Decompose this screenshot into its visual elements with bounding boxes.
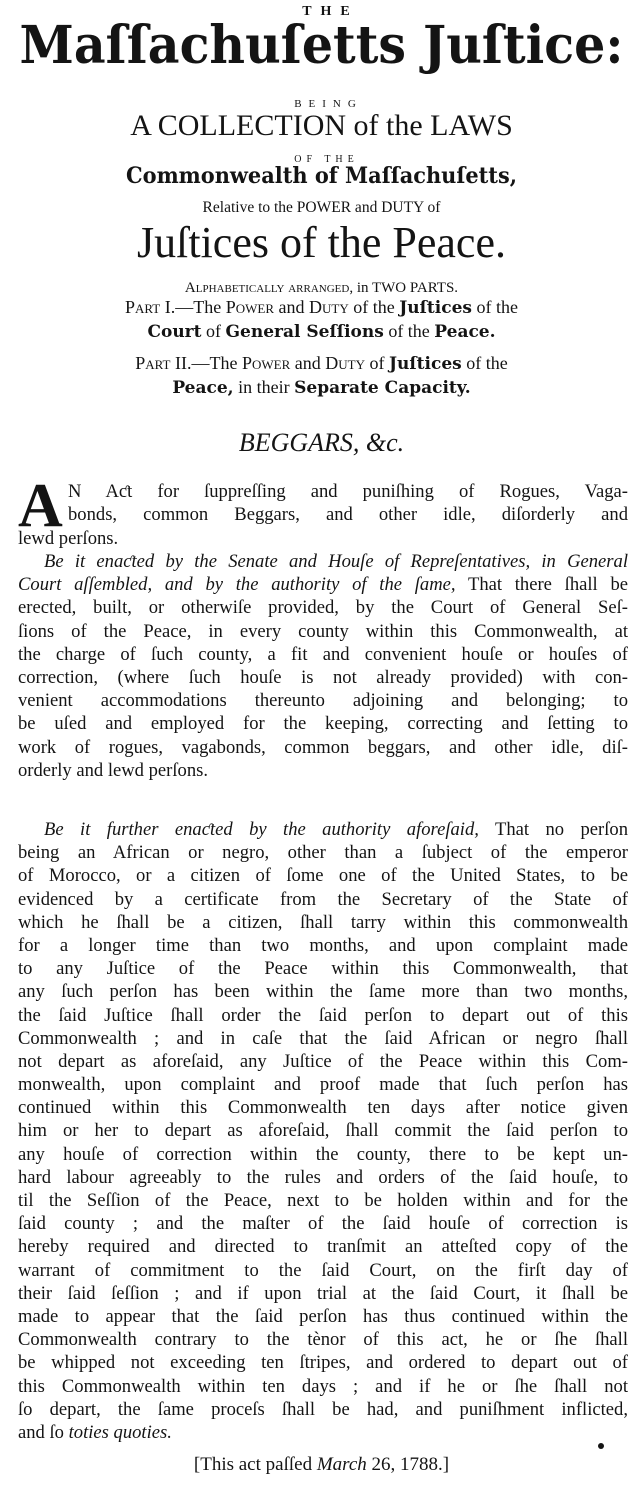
paragraph-line: erected, built, or otherwiſe provided, by the Court of General Seſ- <box>18 597 628 619</box>
act-title <box>68 480 628 527</box>
part-two-line-2 <box>0 378 643 397</box>
text: and <box>290 353 326 373</box>
paragraph-line <box>18 1421 628 1444</box>
paragraph-line: correction, (where ſuch houſe is not already provided) with con- <box>18 666 628 688</box>
paragraph-line: hereby required and directed to tranſmit an atteſted copy of the <box>18 1236 628 1258</box>
paragraph-line: Commonwealth ; and in caſe that the ſaid African or negro ſhall <box>18 1027 628 1049</box>
text: Duty <box>325 353 365 373</box>
text: That no perſon <box>478 819 628 840</box>
paragraph-line: being an African or negro, other than a ſubject of the emperor <box>18 842 628 864</box>
text: of <box>201 321 226 341</box>
title-being: BEING <box>294 98 363 110</box>
paragraph-line: for a longer time than two months, and upon complaint made <box>18 934 628 956</box>
enacting-clause: Be it enaƈted by the Senate and Houſe of Repreſentatives, in General <box>44 551 628 572</box>
paragraph-line: warrant of commitment to the ſaid Court, on the firſt day of <box>18 1259 628 1281</box>
paragraph-line: not depart as aforeſaid, any Juſtice of the Peace within this Com- <box>18 1050 628 1072</box>
paragraph-line: this Commonwealth within ten days ; and if he or ſhe ſhall not <box>18 1375 628 1397</box>
paragraph-line: any houſe of correction within the county, there to be kept un- <box>18 1143 628 1165</box>
text: —The <box>175 297 226 317</box>
paragraph-line: orderly and lewd perſons. <box>18 759 209 781</box>
printer-mark <box>598 1443 604 1449</box>
act-title-line: bonds, common Beggars, and other idle, diſorderly and <box>68 504 628 526</box>
main-title: Maſſachuſetts Juſtice: <box>19 15 624 76</box>
paragraph-line: evidenced by a certificate from the Secretary of the State of <box>18 888 628 910</box>
paragraph-line: the charge of ſuch county, a fit and convenient houſe or houſes of <box>18 643 628 665</box>
text: —The <box>191 353 242 373</box>
act-title-line: lewd perſons. <box>18 528 119 549</box>
blackletter-text: Court <box>147 322 202 342</box>
latin-phrase: toties quoties. <box>68 1421 172 1443</box>
paragraph-2 <box>18 818 628 1444</box>
paragraph-line: of Morocco, or a citizen of ſome one of the United States, to be <box>18 865 628 887</box>
paragraph-line: him or her to depart as aforeſaid, ſhall commit the ſaid perſon to <box>18 1120 628 1142</box>
text: of the <box>471 297 518 317</box>
enacting-clause-cont: Court aſſembled, and by the authority of the ſame, <box>18 574 456 596</box>
paragraph-line: ſions of the Peace, in every county within this Commonwealth, at <box>18 620 628 642</box>
paragraph-line: which he ſhall be a citizen, ſhall tarry within this commonwealth <box>18 911 628 933</box>
paragraph-line: their ſaid ſeſſion ; and if upon trial at the ſaid Court, it ſhall be <box>18 1282 628 1304</box>
act-date-note <box>0 1455 643 1474</box>
text: [This act paſſed <box>193 1454 317 1475</box>
title-collection: A COLLECTION of the LAWS <box>130 109 513 142</box>
blackletter-text: Separate Capacity. <box>294 378 471 398</box>
paragraph-line: Commonwealth contrary to the tènor of this act, he or ſhe ſhall <box>18 1329 628 1351</box>
arrangement-sc: Alphabetically arranged, <box>184 280 354 296</box>
text: of the <box>461 353 508 373</box>
text: of <box>364 353 389 373</box>
paragraph-line: be uſed and employed for the keeping, correcting and ſetting to <box>18 713 628 735</box>
part-two-label: Part II. <box>135 353 192 373</box>
date-month: March <box>316 1454 367 1475</box>
text: in their <box>233 377 295 397</box>
part-one-label: Part I. <box>125 297 176 317</box>
part-two-line-1 <box>0 354 643 373</box>
paragraph-line: be whipped not exceeding ten ſtripes, and ordered to depart out of <box>18 1352 628 1374</box>
paragraph-line: any ſuch perſon has been within the ſame more than two months, <box>18 981 628 1003</box>
blackletter-text: General Seſſions <box>225 322 384 342</box>
blackletter-text: Peace. <box>434 322 496 342</box>
enacting-clause: Be it further enaƈted by the authority aforeſaid, <box>44 819 479 840</box>
text: Power <box>225 297 275 317</box>
paragraph-line: monwealth, upon complaint and proof made that ſuch perſon has <box>18 1074 628 1096</box>
section-heading: BEGGARS, &c. <box>238 428 405 457</box>
text: and ſo <box>18 1421 69 1443</box>
paragraph-line: to any Juſtice of the Peace within this Commonwealth, that <box>18 958 628 980</box>
paragraph-line: the ſaid Juſtice ſhall order the ſaid perſon to depart out of this <box>18 1004 628 1026</box>
title-of-the: OF THE <box>294 154 359 165</box>
text: of the <box>383 321 435 341</box>
paragraph-line: ſaid county ; and the maſter of the ſaid houſe of correction is <box>18 1213 628 1235</box>
drop-cap: A <box>18 472 63 540</box>
paragraph-line <box>18 818 628 841</box>
paragraph-line: hard labour agreeably to the rules and orders of the ſaid houſe, to <box>18 1166 628 1188</box>
paragraph-line: made to appear that the ſaid perſon has thus continued within the <box>18 1305 628 1327</box>
part-one-line-1 <box>0 298 643 317</box>
text: and <box>274 297 310 317</box>
act-title-line: N Aƈt for ſuppreſſing and puniſhing of Rogues, Vaga- <box>68 481 628 502</box>
arrangement-rest: in TWO PARTS. <box>353 280 459 296</box>
paragraph-line: ſo depart, the ſame proceſs ſhall be had, and puniſhment inflicted, <box>18 1398 628 1420</box>
act-title-last <box>18 527 628 550</box>
text: That there ſhall be <box>455 574 629 596</box>
paragraph-1 <box>18 550 628 782</box>
paragraph-line: venient accommodations thereunto adjoining and belonging; to <box>18 690 628 712</box>
title-justices: Juſtices of the Peace. <box>137 218 506 267</box>
text: of the <box>348 297 400 317</box>
title-commonwealth: Commonwealth of Maſſachuſetts, <box>125 163 517 189</box>
text: 26, 1788.] <box>366 1454 450 1475</box>
paragraph-line: continued within this Commonwealth ten days after notice given <box>18 1097 628 1119</box>
paragraph-line: work of rogues, vagabonds, common beggars, and other idle, diſ- <box>18 736 628 758</box>
paragraph-line: til the Seſſion of the Peace, next to be holden within and for the <box>18 1190 628 1211</box>
title-arrangement <box>0 281 643 296</box>
paragraph-line <box>18 573 628 596</box>
title-the: THE <box>302 4 359 19</box>
blackletter-text: Juſtices <box>388 354 462 374</box>
title-relative: Relative to the POWER and DUTY of <box>202 199 441 216</box>
blackletter-text: Peace, <box>172 378 234 398</box>
text: Power <box>241 353 291 373</box>
part-one-line-2 <box>0 322 643 341</box>
blackletter-text: Juſtices <box>399 298 472 318</box>
text: Duty <box>309 297 349 317</box>
